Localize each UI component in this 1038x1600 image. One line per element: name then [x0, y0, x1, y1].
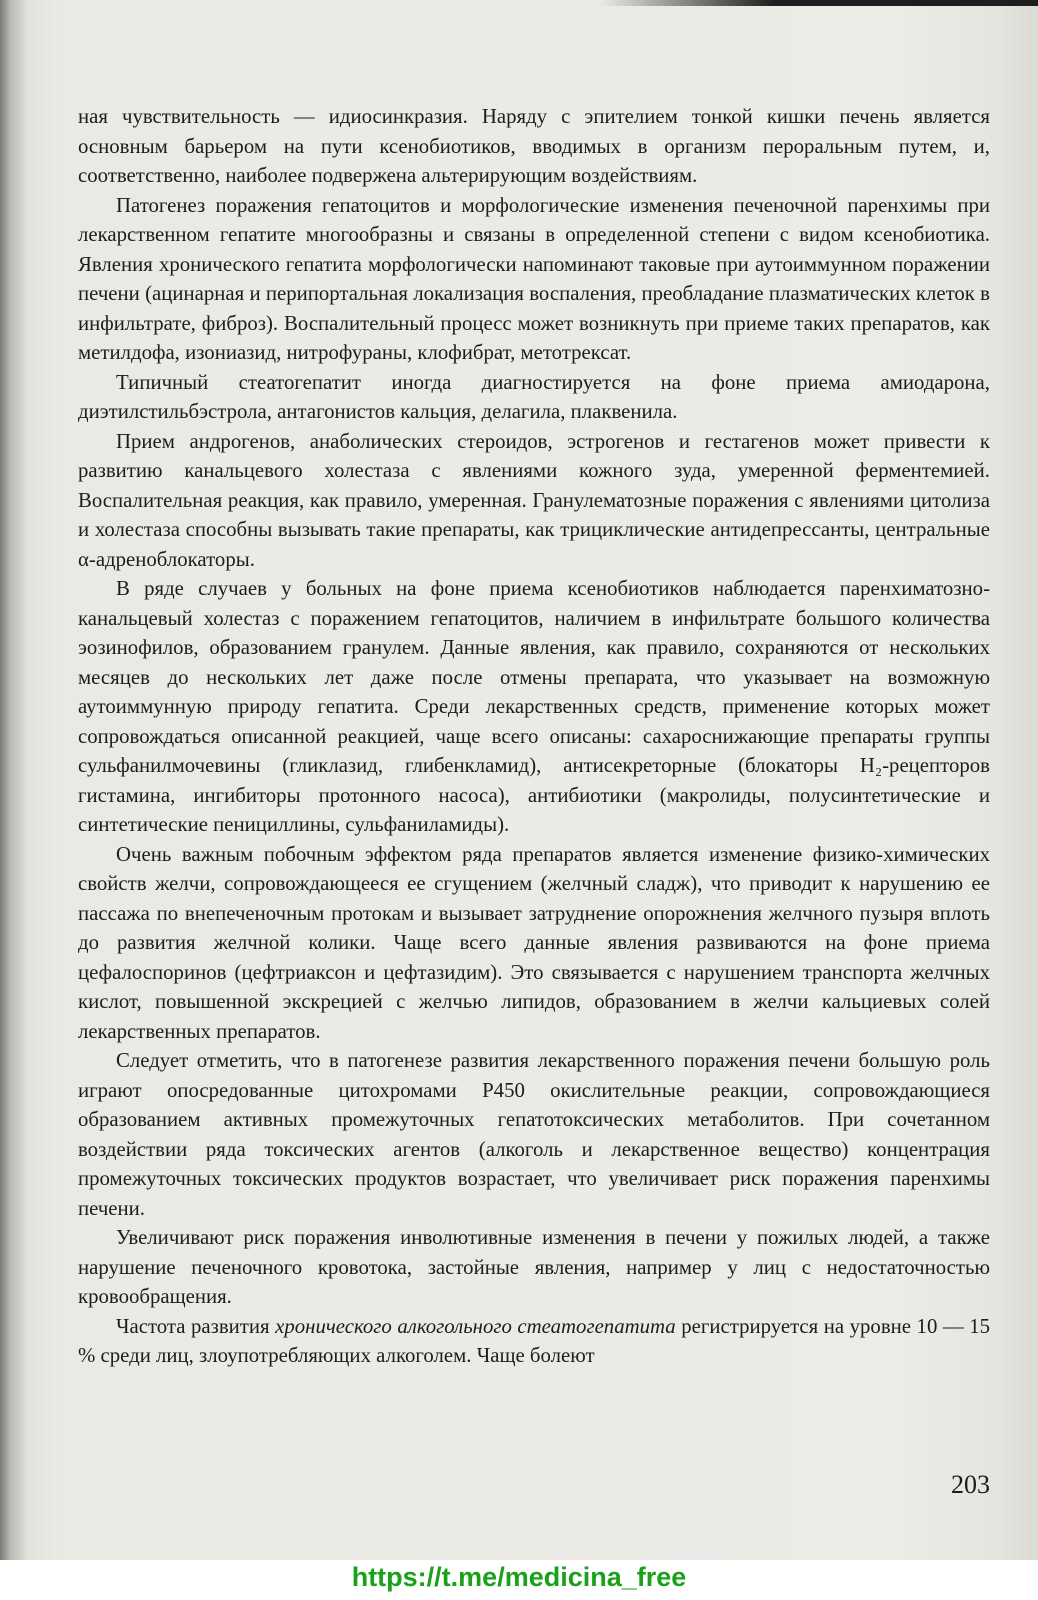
paragraph-4: Прием андрогенов, анаболических стероидов, эстрогенов и гестагенов может привести к развитию канальцевого холестаза с явлениями кожного зуда, умеренной ферментемией. Воспалительная реакция, как правило, умеренная. Гранулематозные поражения с явлениями цитолиза и холестаза способны вызывать такие препараты, как трициклические антидепрессанты, центральные α-адреноблокаторы.	[78, 429, 990, 571]
page-number: 203	[951, 1470, 990, 1499]
paragraph-9-italic-term: хронического алкогольного стеатогепатита	[275, 1314, 676, 1338]
paragraph-9-start: Частота развития	[116, 1314, 276, 1338]
paragraph-6: Очень важным побочным эффектом ряда препаратов является изменение физико-химических свойств желчи, сопровождающееся ее сгущением (желчный сладж), что приводит к нарушению ее пассажа по внепеченочным протокам и вызывает затруднение опорожнения желчного пузыря вплоть до развития желчной колики. Чаще всего данные явления развиваются на фоне приема цефалоспоринов (цефтриаксон и цефтазидим). Это связывается с нарушением транспорта желчных кислот, повышенной экскрецией с желчью липидов, образованием в желчи кальциевых солей лекарственных препаратов.	[78, 842, 990, 1043]
paragraph-9	[78, 1312, 990, 1371]
paragraph-3: Типичный стеатогепатит иногда диагностируется на фоне приема амиодарона, диэтилстильбэстрола, антагонистов кальция, делагила, плаквенила.	[78, 370, 990, 423]
body-text	[78, 102, 990, 1371]
footer-link[interactable]: https://t.me/medicina_free	[351, 1562, 687, 1592]
paragraph-2: Патогенез поражения гепатоцитов и морфологические изменения печеночной паренхимы при лекарственном гепатите многообразны и связаны в определенной степени с видом ксенобиотика. Явления хронического гепатита морфологически напоминают таковые при аутоиммунном поражении печени (ацинарная и перипортальная локализация воспаления, преобладание плазматических клеток в инфильтрате, фиброз). Воспалительный процесс может возникнуть при приеме таких препаратов, как метилдофа, изониазид, нитрофураны, клофибрат, метотрексат.	[78, 193, 990, 364]
paragraph-5: В ряде случаев у больных на фоне приема ксенобиотиков наблюдается паренхиматозно-канальцевый холестаз с поражением гепатоцитов, наличием в инфильтрате большого количества эозинофилов, образованием гранулем. Данные явления, как правило, сохраняются от нескольких месяцев до нескольких лет даже после отмены препарата, что указывает на возможную аутоиммунную природу гепатита. Среди лекарственных средств, применение которых может сопровождаться описанной реакцией, чаще всего описаны: сахароснижающие препараты группы сульфанилмочевины (гликлазид, глибенкламид), антисекреторные (блокаторы H₂-рецепторов гистамина, ингибиторы протонного насоса), антибиотики (макролиды, полусинтетические и синтетические пенициллины, сульфаниламиды).	[78, 577, 990, 836]
paragraph-8: Увеличивают риск поражения инволютивные изменения в печени у пожилых людей, а также нарушение печеночного кровотока, застойные явления, например у лиц с недостаточностью кровообращения.	[78, 1226, 990, 1308]
scan-edge-shadow	[600, 0, 1038, 6]
paragraph-1: ная чувствительность — идиосинкразия. Наряду с эпителием тонкой кишки печень является основным барьером на пути ксенобиотиков, вводимых в организм пероральным путем, и, соответственно, наиболее подвержена альтерирующим воздействиям.	[78, 105, 990, 187]
paragraph-7: Следует отметить, что в патогенезе развития лекарственного поражения печени большую роль играют опосредованные цитохромами P450 окислительные реакции, сопровождающиеся образованием активных промежуточных гепатотоксических метаболитов. При сочетанном воздействии ряда токсических агентов (алкоголь и лекарственное вещество) концентрация промежуточных токсических продуктов возрастает, что увеличивает риск поражения паренхимы печени.	[78, 1049, 990, 1220]
paragraph-9-end: регистрируется на уровне 10 — 15 % среди лиц, злоупотребляющих алкоголем. Чаще болеют	[78, 1314, 990, 1367]
